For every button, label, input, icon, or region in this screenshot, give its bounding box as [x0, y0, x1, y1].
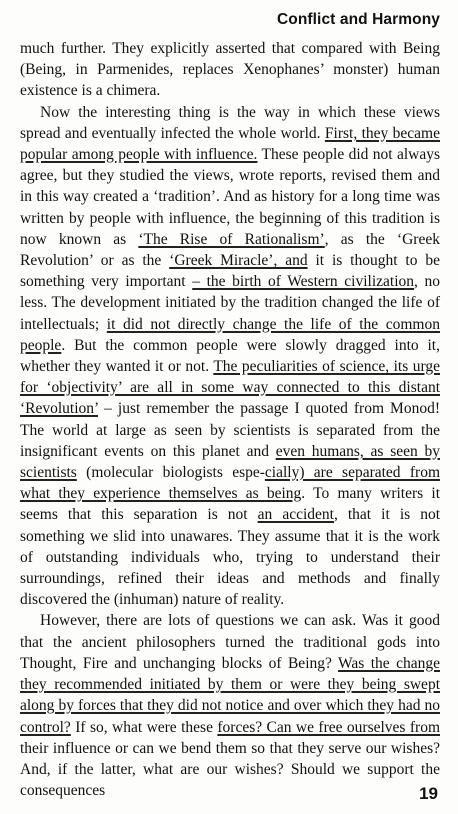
text-run: (molecular biologists espe-: [76, 464, 265, 482]
text-run: their influence or can we bend them so that they serve our wishes? And, if the latter, what are our wishes? Should we support the consequences: [20, 739, 440, 800]
text-run: . To many writers it seems that this separation is not: [20, 485, 440, 524]
text-run: it is thought to be something very important: [20, 252, 440, 291]
text-run: . But the common people were slowly dragged into it, whether they wanted it or not.: [20, 336, 440, 376]
text-run: – just remember the passage I quoted from Monod! The world at large as seen by scientists is separated from the insignificant events on this planet and: [20, 400, 440, 460]
paragraph: [20, 102, 440, 611]
text-run: These people did not always agree, but they studied the views, wrote reports, revised them and in this way created a ‘tradition’. And as history for a long time was written by people with influence, the beginning of this tradition is now known as: [20, 146, 440, 248]
text-run: Now the interesting thing is the way in which these views spread and eventually infected the whole world.: [20, 103, 440, 142]
underlined-passage: First, they became popular among people with influence.: [20, 124, 440, 164]
paragraph: [20, 610, 440, 801]
underlined-passage: it did not directly change the life of the common people: [20, 315, 440, 354]
underlined-passage: cially) are separated from what they experience themselves as being: [20, 464, 440, 503]
underlined-passage: an accident: [257, 506, 334, 524]
text-run: However, there are lots of questions we can ask. Was it good that the ancient philosophers turned the traditional gods into Thought, Fire and unchanging blocks of Being?: [20, 612, 440, 672]
underlined-passage: The peculiarities of science, its urge for ‘objectivity’ are all in some way connected to this distant ‘Revolution’: [20, 358, 440, 418]
page-number: 19: [419, 784, 438, 803]
underlined-passage: ‘Greek Miracle’, and: [169, 252, 308, 270]
text-run: much further. They explicitly asserted that compared with Being (Being, in Parmenides, replaces Xenophanes’ monster) human existence is a chimera.: [20, 40, 440, 100]
text-run: , as the ‘Greek Revolution’ or as the: [20, 230, 440, 270]
underlined-passage: – the birth of Western civilization: [192, 273, 415, 291]
underlined-passage: ‘The Rise of Rationalism’: [138, 230, 325, 248]
text-run: , that it is not something we slid into unawares. They assume that it is the work of outstanding individuals who, trying to understand their surroundings, refined their ideas and methods and finally discovered the (inhuman) nature of reality.: [20, 506, 441, 609]
running-head: Conflict and Harmony: [276, 11, 440, 28]
underlined-passage: even humans, as seen by scientists: [20, 442, 440, 482]
underlined-passage: forces? Can we free ourselves from: [217, 718, 440, 736]
paragraph: [20, 38, 440, 102]
underlined-passage: Was the change they recommended initiated by them or were they being swept along by forces that they did not notice and over which they had no control?: [20, 654, 440, 736]
text-run: , no less. The development initiated by the tradition changed the life of intellectuals;: [20, 273, 441, 333]
text-run: If so, what were these: [70, 718, 218, 736]
body-text: [20, 38, 440, 801]
